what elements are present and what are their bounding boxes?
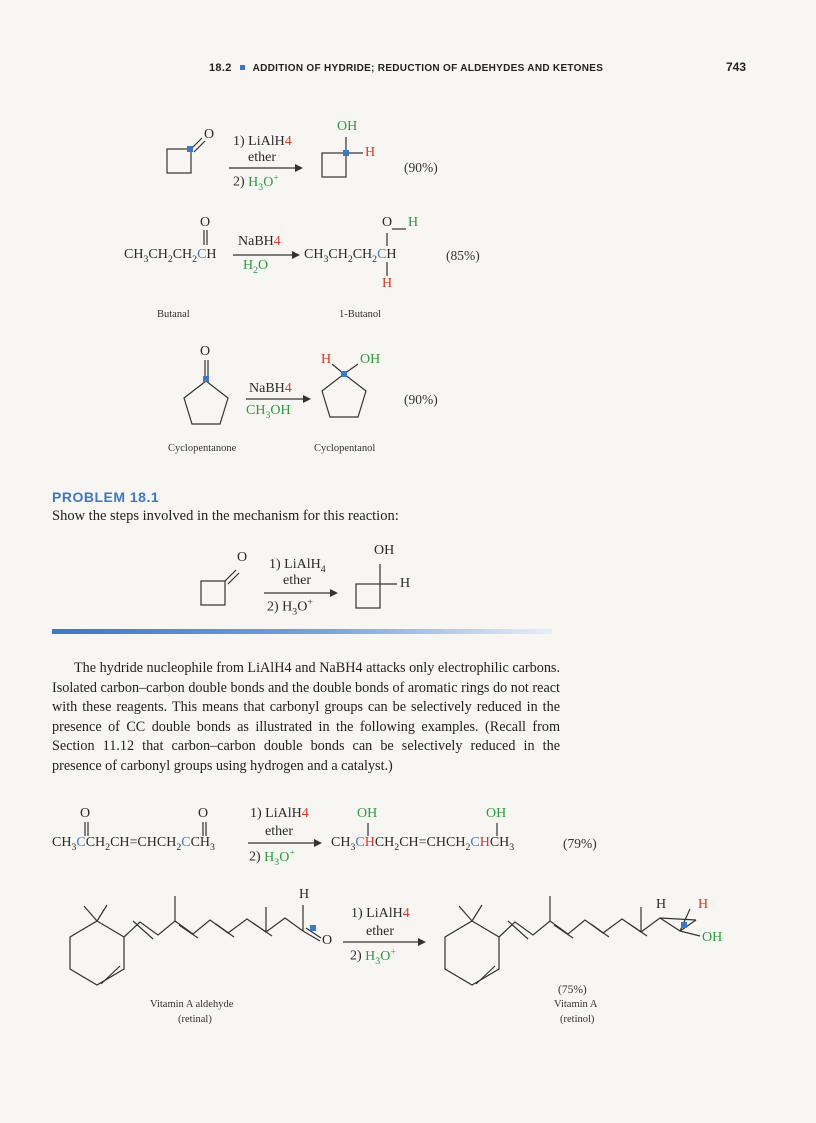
highlight-carbon-marker [187, 146, 193, 152]
reagent-solvent: ether [366, 924, 394, 939]
added-hydrogen: H [382, 276, 393, 291]
highlight-carbon-marker [681, 922, 687, 928]
retinol-label-2: (retinol) [560, 1014, 595, 1025]
reaction-yield: (79%) [563, 836, 597, 851]
reactant-label: Butanal [157, 309, 190, 320]
reagent-nabh4: NaBH4 [249, 381, 292, 396]
reagent-solvent: ether [265, 824, 293, 839]
cyclopentanol-ring [322, 374, 366, 417]
reagent-step-1: 1) LiAlH$_4$ [269, 557, 326, 575]
product-hydrogen: H [365, 145, 376, 160]
section-title: ADDITION OF HYDRIDE; REDUCTION OF ALDEHYDES AND KETONES [252, 63, 604, 74]
reagent-step-1: 1) LiAlH4 [250, 806, 309, 821]
hydroxyl-group: OH [486, 806, 507, 821]
retinal-label-2: (retinal) [178, 1014, 212, 1025]
retinol-label: Vitamin A [554, 999, 598, 1010]
highlight-carbon-marker [310, 925, 316, 931]
reagent-step-1: 1) LiAlH4 [233, 134, 292, 149]
arrow-head [303, 395, 311, 403]
arrow-head [295, 164, 303, 172]
polyene-chain [124, 918, 320, 941]
highlight-carbon-marker [343, 150, 349, 156]
product-hydrogen: H [400, 576, 411, 591]
aldehyde-hydrogen: H [299, 887, 310, 902]
reagent-solvent: ether [248, 150, 276, 165]
cyclobutanol-ring [322, 153, 346, 177]
reagent-solvent: ether [283, 573, 311, 588]
problem-title: PROBLEM 18.1 [52, 489, 160, 505]
product-hydrogen: H [656, 897, 667, 912]
added-hydrogen: H [698, 897, 709, 912]
reaction-yield: (90%) [404, 392, 438, 407]
diketone-formula: $CH_3CCH_2CH=CHCH_2CCH_3$ [52, 835, 215, 853]
cyclohexene-ring [70, 921, 124, 985]
carbonyl-oxygen: O [200, 344, 211, 359]
reaction-yield: (85%) [446, 248, 480, 263]
problem-text: Show the steps involved in the mechanism for this reaction: [52, 508, 399, 524]
arrow-head [314, 839, 322, 847]
section-number: 18.2 [209, 62, 232, 74]
product-hydroxyl: OH [702, 930, 723, 945]
reagent-step-2: 2) $H_3O^+$ [249, 847, 295, 868]
butanol-formula: $CH_3CH_2CH_2CH$ [304, 247, 397, 265]
alcohol-hydrogen: H [408, 215, 419, 230]
product-hydroxyl: OH [337, 119, 358, 134]
hydroxyl-group: OH [357, 806, 378, 821]
page-number: 743 [726, 60, 747, 74]
arrow-head [330, 589, 338, 597]
reagent-step-1: 1) LiAlH4 [351, 906, 410, 921]
reaction-yield: (90%) [404, 160, 438, 175]
ketone-oxygen: O [198, 806, 209, 821]
reagent-water: $H_2O$ [243, 258, 269, 276]
highlight-carbon-marker [203, 376, 209, 382]
cyclopentanone-ring [184, 381, 228, 424]
reactant-label: Cyclopentanone [168, 443, 237, 454]
reagent-step-2: 2) $H_3O^+$ [267, 597, 313, 618]
product-label: 1-Butanol [339, 309, 381, 320]
diol-formula: $CH_3CHCH_2CH=CHCH_2CHCH_3$ [331, 835, 515, 853]
highlight-carbon-marker [341, 371, 347, 377]
cyclobutanone-ring [167, 149, 191, 173]
reagent-nabh4: NaBH4 [238, 234, 281, 249]
reagent-methanol: $CH_3OH$ [246, 403, 291, 421]
body-paragraph: The hydride nucleophile from LiAlH4 and NaBH4 attacks only electrophilic carbons. Isolated carbon–carbon double bonds and the double bonds of aromatic rings do not react with these reagents. This means that carbonyl groups can be selectively reduced in the presence of CC double bonds as illustrated in the following examples. (Recall from Section 11.12 that carbon–carbon double bonds can be selectively reduced in the presence of carbonyl groups using hydrogen and a catalyst.) [52, 660, 560, 774]
arrow-head [418, 938, 426, 946]
reagent-step-2: 2) $H_3O^+$ [350, 946, 396, 967]
aldehyde-oxygen: O [322, 933, 333, 948]
product-hydroxyl: OH [360, 352, 381, 367]
product-label: Cyclopentanol [314, 443, 376, 454]
retinal-label: Vitamin A aldehyde [150, 999, 234, 1010]
carbonyl-oxygen: O [200, 215, 211, 230]
product-hydrogen: H [321, 352, 332, 367]
carbonyl-oxygen: O [237, 550, 248, 565]
carbonyl-oxygen: O [204, 127, 215, 142]
arrow-head [292, 251, 300, 259]
product-hydroxyl: OH [374, 543, 395, 558]
problem-divider-bar [52, 629, 552, 634]
reaction-yield: (75%) [558, 984, 587, 996]
ketone-oxygen: O [80, 806, 91, 821]
reagent-step-2: 2) $H_3O^+$ [233, 172, 279, 193]
butanal-formula: $CH_3CH_2CH_2CH$ [124, 247, 217, 265]
alcohol-oxygen: O [382, 215, 393, 230]
